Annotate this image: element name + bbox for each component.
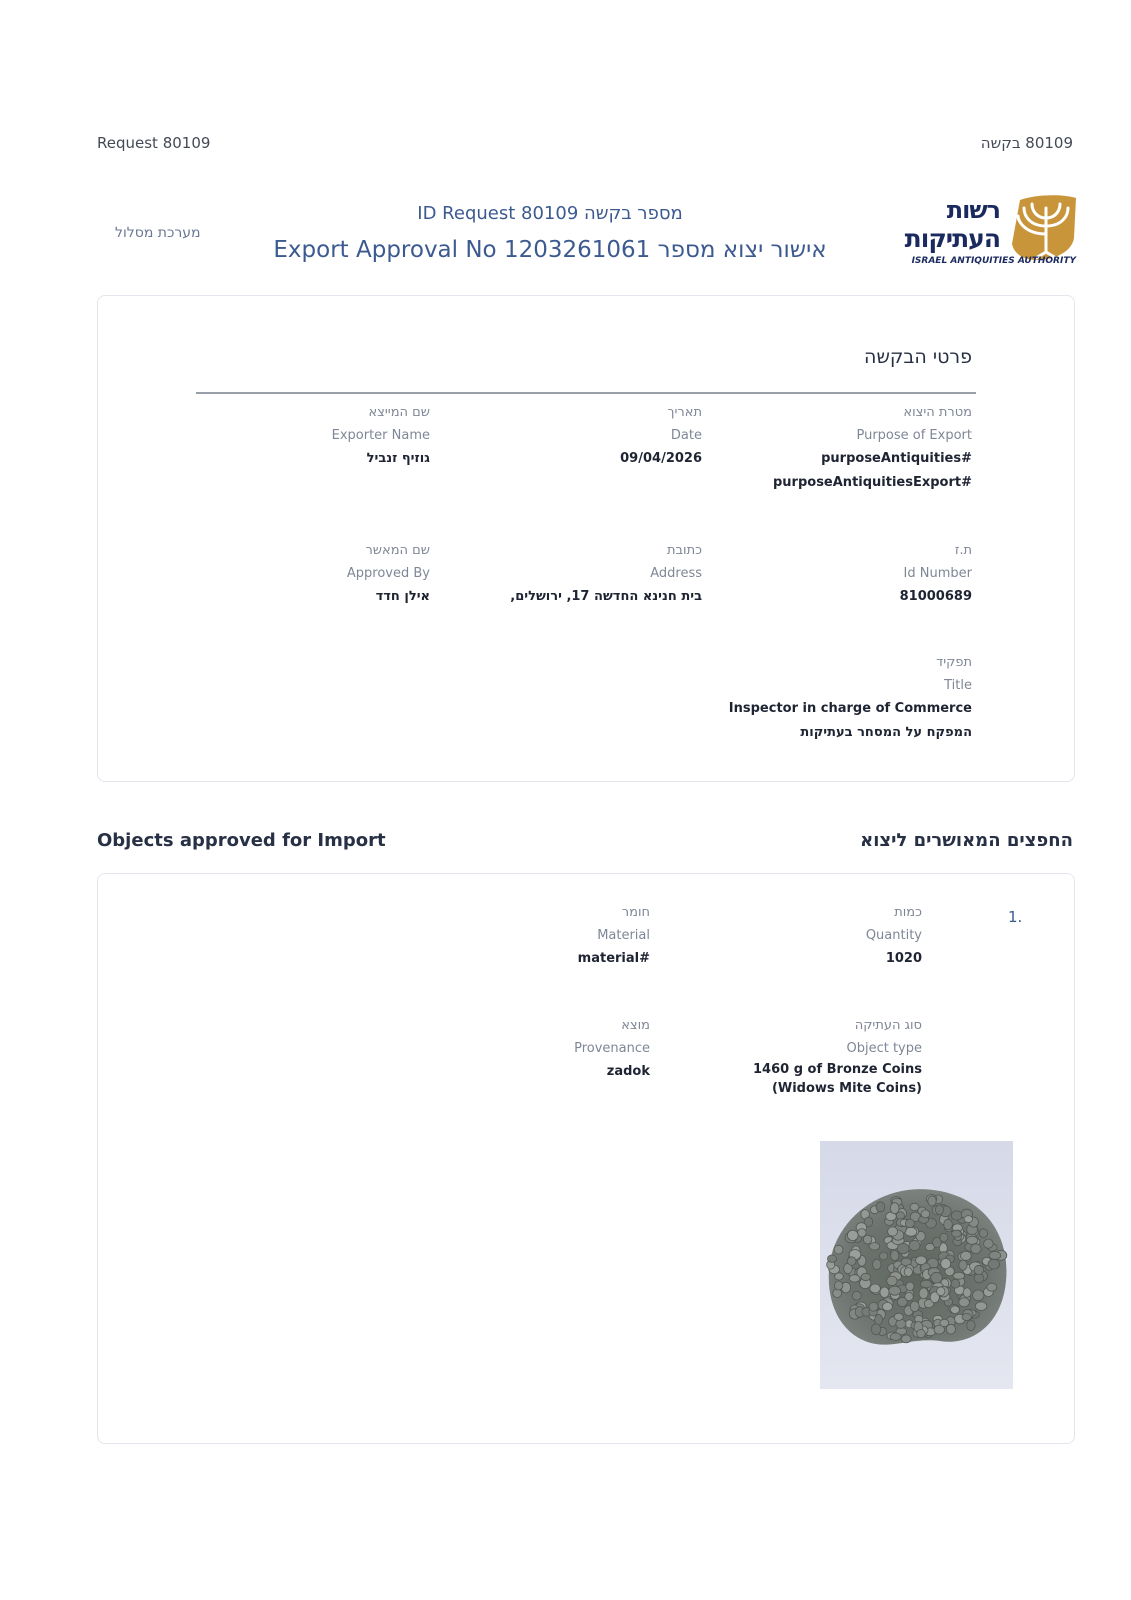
coin (951, 1211, 962, 1220)
object-type-label-en: Object type (846, 1041, 922, 1056)
purpose-label-he: מטרת היצוא (903, 405, 972, 420)
coin (869, 1243, 880, 1250)
approved-by-label-he: שם המאשר (365, 543, 430, 558)
objects-heading-he: החפצים המאושרים ליצוא (860, 830, 1073, 851)
provenance-label-he: מוצא (621, 1018, 650, 1033)
coin (928, 1196, 936, 1206)
coin (919, 1288, 928, 1299)
object-type-value-2: (Widows Mite Coins) (771, 1081, 922, 1096)
coin (941, 1258, 951, 1269)
coin (979, 1229, 987, 1238)
export-approval-title: Export Approval No 1203261061 אישור יצוא מספר (273, 237, 827, 263)
object-type-field (753, 1014, 922, 1098)
coin (870, 1284, 881, 1293)
coin (906, 1282, 914, 1290)
coin-pile-image (820, 1141, 1013, 1389)
coin (953, 1272, 965, 1279)
coin (963, 1288, 971, 1297)
quantity-label-he: כמות (894, 905, 922, 920)
provenance-label-en: Provenance (574, 1041, 650, 1056)
logo-hebrew-line-1: רשות (946, 196, 1000, 224)
coin (961, 1251, 972, 1260)
coin (871, 1324, 881, 1335)
quantity-value: 1020 (885, 951, 922, 966)
coin (917, 1329, 926, 1337)
coin (940, 1319, 949, 1326)
address-field (510, 539, 702, 609)
coin (876, 1202, 885, 1212)
quantity-label-en: Quantity (865, 928, 922, 943)
material-label-he: חומר (621, 905, 650, 920)
system-name: מערכת מסלול (115, 225, 201, 241)
coin (944, 1219, 953, 1230)
coin (962, 1314, 971, 1321)
coin (890, 1203, 899, 1214)
coin (897, 1243, 909, 1253)
coin (901, 1335, 911, 1343)
coin (935, 1205, 943, 1215)
coin (847, 1230, 858, 1240)
coin (873, 1259, 881, 1269)
request-id-line: ID Request 80109 מספר בקשה (417, 203, 683, 224)
coin (951, 1306, 960, 1314)
approved-by-field (347, 539, 430, 609)
title-label-en: Title (944, 678, 972, 693)
coin (989, 1251, 1001, 1259)
purpose-value-1: purposeAntiquities# (821, 451, 972, 466)
date-value: 09/04/2026 (620, 451, 702, 466)
coin (966, 1236, 977, 1244)
coin (875, 1314, 883, 1325)
exporter-value: גוזיף זנביל (366, 451, 430, 466)
date-field (620, 401, 702, 471)
coin (905, 1219, 914, 1227)
coin (933, 1237, 942, 1247)
coin (910, 1203, 919, 1211)
address-value: בית חנינא החדשה 17, ירושלים, (510, 589, 702, 604)
title-value-en: Inspector in charge of Commerce (728, 701, 972, 716)
address-label-he: כתובת (666, 543, 702, 558)
coin (973, 1290, 984, 1301)
coin (888, 1227, 898, 1236)
id-number-field (900, 539, 972, 609)
coin (834, 1245, 843, 1254)
coins-photo (820, 1141, 1013, 1389)
coin (891, 1250, 899, 1260)
coin (971, 1244, 981, 1254)
coin (916, 1256, 927, 1265)
approved-by-label-en: Approved By (346, 566, 430, 581)
coin (828, 1255, 837, 1262)
id-value: 81000689 (899, 589, 972, 604)
request-number-left: Request 80109 (97, 134, 211, 152)
coin (910, 1301, 919, 1312)
coin (959, 1298, 970, 1307)
coin (975, 1302, 987, 1311)
coin (905, 1292, 914, 1300)
quantity-field (866, 901, 922, 971)
request-number-right: 80109 בקשה (980, 134, 1073, 152)
coin (835, 1273, 844, 1280)
coin (894, 1313, 903, 1320)
id-label-en: Id Number (903, 566, 972, 581)
coin (880, 1252, 888, 1260)
material-value: material# (577, 951, 650, 966)
purpose-value-2: purposeAntiquitiesExport# (772, 475, 972, 490)
coin (834, 1281, 842, 1290)
coin (920, 1280, 932, 1288)
coin (890, 1333, 901, 1340)
title-value-he: המפקח על המסחר בעתיקות (800, 725, 972, 740)
section-divider (196, 392, 976, 394)
antiquities-authority-logo (893, 194, 1078, 274)
logo-english-text: ISRAEL ANTIQUITIES AUTHORITY (911, 256, 1076, 266)
coin (847, 1257, 856, 1266)
title-field (729, 651, 972, 745)
coin (852, 1291, 861, 1300)
purpose-of-export-field (773, 401, 972, 495)
request-details-title: פרטי הבקשה (864, 346, 972, 368)
coin (988, 1259, 1000, 1269)
coin (880, 1287, 889, 1298)
coin (858, 1229, 866, 1237)
exporter-name-field (332, 401, 430, 471)
coin (869, 1302, 878, 1311)
provenance-field (574, 1014, 650, 1084)
id-label-he: ת.ז (954, 543, 972, 558)
coin (967, 1320, 975, 1330)
coin (909, 1240, 920, 1250)
title-label-he: תפקיד (936, 655, 972, 670)
coin (974, 1265, 983, 1274)
coin (896, 1319, 906, 1328)
coin (861, 1273, 871, 1280)
coin (889, 1286, 901, 1295)
coin (952, 1230, 962, 1237)
purpose-label-en: Purpose of Export (856, 428, 972, 443)
coin (937, 1287, 945, 1296)
menorah-emblem-icon (1006, 194, 1078, 264)
coin (931, 1272, 943, 1283)
coin (964, 1216, 972, 1223)
logo-hebrew-line-2: העתיקות (904, 224, 1000, 253)
address-label-en: Address (650, 566, 702, 581)
item-number: 1. (1008, 908, 1023, 926)
coin (987, 1283, 997, 1291)
coin (921, 1210, 930, 1218)
exporter-label-en: Exporter Name (331, 428, 430, 443)
material-label-en: Material (597, 928, 650, 943)
object-type-value-1: 1460 g of Bronze Coins (753, 1062, 922, 1077)
coin (984, 1239, 994, 1248)
coin (833, 1289, 842, 1298)
date-label-en: Date (670, 428, 702, 443)
object-type-label-he: סוג העתיקה (854, 1018, 922, 1033)
coin (959, 1260, 967, 1270)
approved-by-value: אילן חדד (375, 589, 430, 604)
material-field (578, 901, 650, 971)
exporter-label-he: שם המייצא (368, 405, 430, 420)
coin (904, 1268, 912, 1277)
provenance-value: zadok (606, 1064, 650, 1079)
objects-heading-en: Objects approved for Import (97, 830, 386, 851)
coin (863, 1235, 871, 1244)
coin (951, 1279, 960, 1288)
coin (882, 1302, 892, 1310)
coin (887, 1276, 897, 1286)
date-label-he: תאריך (667, 405, 702, 420)
